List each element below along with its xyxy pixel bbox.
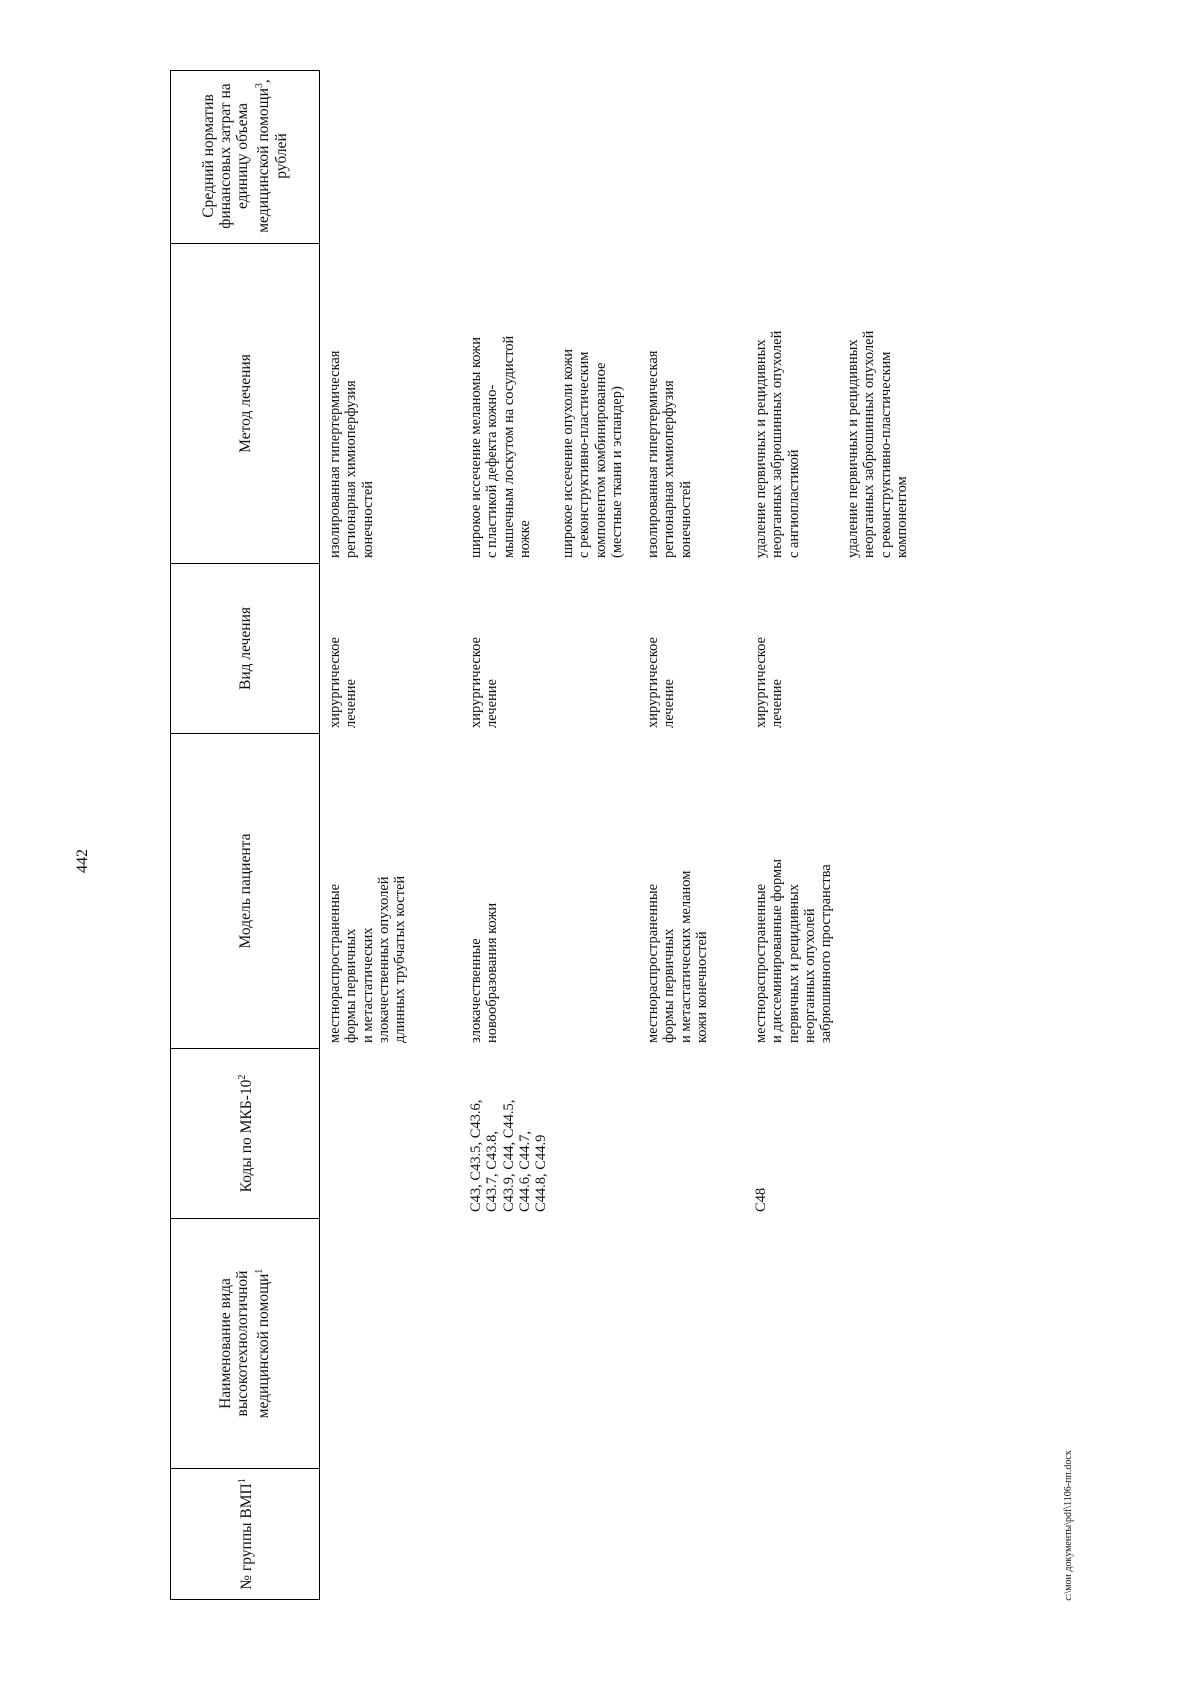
rotated-table xyxy=(170,70,910,1600)
row4-method-1: удаление первичных и рецидивных неорганных забрюшинных опухолей с ангиопластикой xyxy=(753,330,802,558)
row2-model: злокачественные новообразования кожи xyxy=(468,902,501,1043)
row4-method-2: удаление первичных и рецидивных неорганных забрюшинных опухолей с реконструктивно-пластическим компонентом xyxy=(845,330,910,558)
row1-model: местнораспространенные формы первичных и метастатических злокачественных опухолей длинных трубчатых костей xyxy=(327,875,409,1043)
table-header xyxy=(170,70,320,1600)
header-treatment-method: Метод лечения xyxy=(171,244,319,564)
header-icd-codes: Коды по МКБ-$10^2$ xyxy=(171,1049,319,1219)
footer-file-path: c:\мои документы\pdf\1106-пп.docx xyxy=(1062,1449,1074,1601)
row3-method-1: изолированная гипертермическая регионарная химиоперфузия конечностей xyxy=(645,350,694,558)
header-patient-model: Модель пациента xyxy=(171,734,319,1049)
header-vmp-name: Наименование вида высокотехнологичной медицинской помощи$^1$ xyxy=(171,1219,319,1469)
row2-kind: хирургическое лечение xyxy=(468,637,501,728)
header-avg-cost: Средний норматив финансовых затрат на единицу объема медицинской помощи$^3$, рублей xyxy=(171,69,319,244)
row4-kind: хирургическое лечение xyxy=(753,637,786,728)
row2-codes: C43, C43.5, C43.6, C43.7, C43.8, C43.9, C44, C44.5, C44.6, C44.7, C44.8, C44.9 xyxy=(468,1099,550,1212)
row1-kind: хирургическое лечение xyxy=(327,637,360,728)
header-group-no: № группы ВМП$^1$ xyxy=(237,1478,256,1590)
row2-method-2: широкое иссечение опухоли кожи с реконструктивно-пластическим компонентом комбинированное (местные ткани и эспандер) xyxy=(560,348,625,558)
header-treatment-kind: Вид лечения xyxy=(171,564,319,734)
row3-kind: хирургическое лечение xyxy=(645,637,678,728)
row2-method-1: широкое иссечение меланомы кожи с пластикой дефекта кожно- мышечным лоскутом на сосудистой ножке xyxy=(468,335,533,558)
row1-method-1: изолированная гипертермическая регионарная химиоперфузия конечностей xyxy=(327,350,376,558)
row4-model: местнораспространенные и диссеминированные формы первичных и рецидивных неорганных опухолей забрюшинного пространства xyxy=(753,859,835,1043)
page-number: 442 xyxy=(74,849,91,873)
row4-codes: C48 xyxy=(753,1187,769,1212)
row3-model: местнораспространенные формы первичных и метастатических меланом кожи конечностей xyxy=(645,870,710,1043)
